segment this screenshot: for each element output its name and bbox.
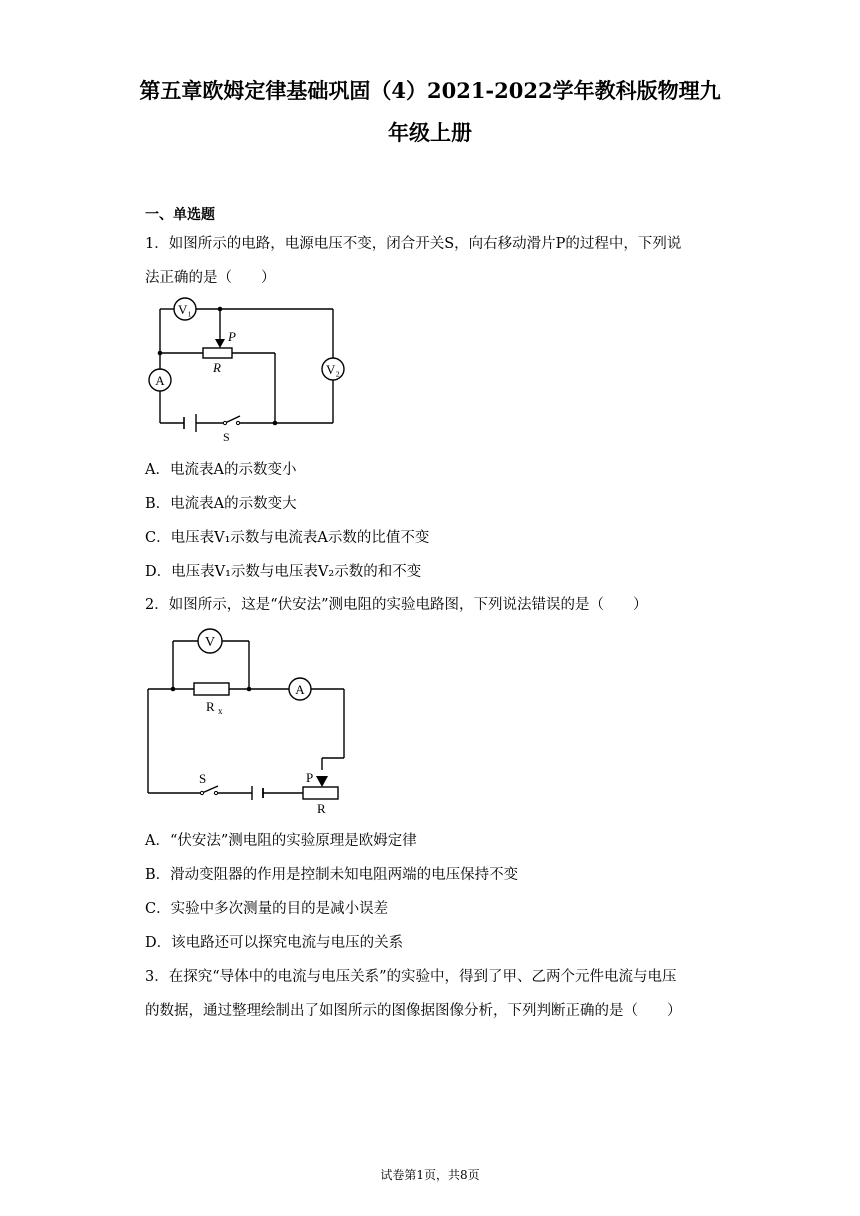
- q2-label-rx-sub: x: [218, 706, 223, 716]
- q2-label-r: R: [317, 801, 326, 816]
- q2-label-rx: R: [206, 699, 215, 714]
- q2-label-a: A: [295, 682, 305, 697]
- q2-label-v: V: [204, 635, 216, 650]
- q1-option-a: A．电流表A的示数变小: [145, 462, 297, 478]
- q3-stem-line2: 的数据，通过整理绘制出了如图所示的图像据图像分析，下列判断正确的是（ ）: [145, 1003, 682, 1019]
- q2-label-s: S: [199, 771, 207, 786]
- q1-label-a: A: [155, 373, 165, 388]
- q2-option-b: B．滑动变阻器的作用是控制未知电阻两端的电压保持不变: [145, 867, 519, 883]
- q1-option-c: C．电压表V₁示数与电流表A示数的比值不变: [145, 530, 430, 546]
- q1-circuit-diagram: [140, 292, 380, 444]
- q2-circuit-diagram: [140, 620, 360, 820]
- q3-stem-line1: 3．在探究“导体中的电流与电压关系”的实验中，得到了甲、乙两个元件电流与电压: [145, 969, 677, 985]
- doc-title-line2: 年级上册: [388, 120, 472, 145]
- q1-stem-line1: 1．如图所示的电路，电源电压不变，闭合开关S，向右移动滑片P的过程中，下列说: [145, 236, 682, 252]
- section-heading: 一、单选题: [145, 207, 215, 223]
- q2-option-d: D．该电路还可以探究电流与电压的关系: [145, 935, 404, 951]
- q1-option-d: D．电压表V₁示数与电压表V₂示数的和不变: [145, 564, 422, 580]
- q1-label-v2: V₂: [326, 362, 340, 377]
- q1-option-b: B．电流表A的示数变大: [145, 496, 297, 512]
- q1-label-v1: V₁: [178, 302, 192, 317]
- q2-stem: 2．如图所示，这是“伏安法”测电阻的实验电路图，下列说法错误的是（ ）: [145, 597, 648, 613]
- q2-label-p: P: [306, 770, 314, 785]
- q1-rheostat: [203, 348, 232, 358]
- page-footer: 试卷第1页，共8页: [380, 1168, 480, 1182]
- q2-resistor-rx: [194, 683, 229, 695]
- q2-option-a: A．“伏安法”测电阻的实验原理是欧姆定律: [145, 833, 417, 849]
- q1-label-r: R: [213, 360, 221, 375]
- q1-label-p: P: [228, 329, 236, 344]
- q1-label-s: S: [223, 430, 230, 444]
- q2-rheostat: [303, 787, 338, 799]
- doc-title-line1: 第五章欧姆定律基础巩固（4）2021-2022学年教科版物理九: [139, 78, 721, 103]
- q1-stem-line2: 法正确的是（ ）: [145, 270, 276, 286]
- q2-option-c: C．实验中多次测量的目的是减小误差: [145, 901, 389, 917]
